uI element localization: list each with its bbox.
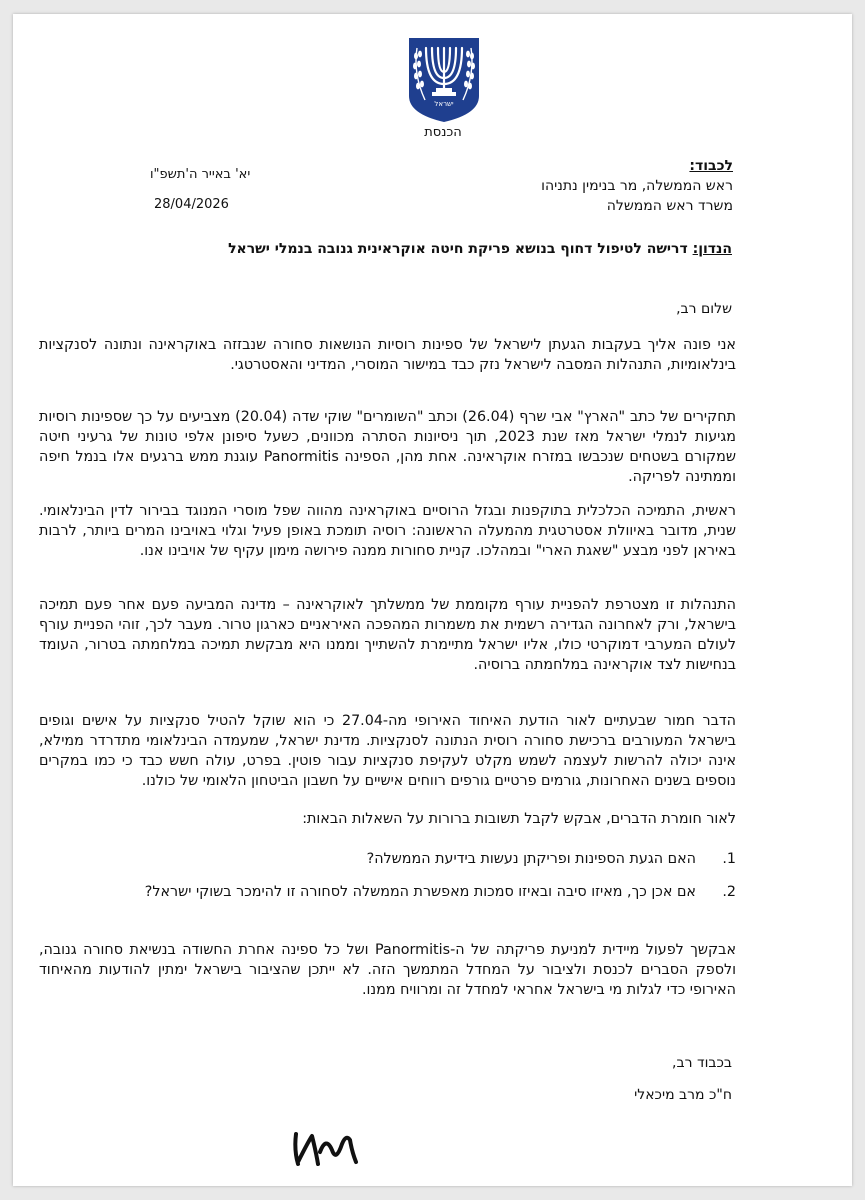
date-block (150, 160, 310, 220)
letter-page (13, 14, 852, 1186)
handwritten-signature-icon (286, 1122, 366, 1172)
question-text: האם הגעת הספינות ופריקתן נעשות בידיעת הממשלה? (366, 851, 696, 867)
signoff-block (532, 1047, 732, 1111)
paragraph-2: תחקירים של כתב "הארץ" אבי שרף (26.04) וכתב "השומרים" שוקי שדה (20.04) מצביעים על כך שספינות רוסיות מגיעות לנמלי ישראל מאז שנת 2023, תוך ניסיונות הסתרה מכוונים, כשעל סיפונן אלפי טונות של גרעיני חיטה שמקורם בשטחים שנכבשו במזרח אוקראינה. אחת מהן, הספינה Panormitis עוגנת ממש ברגעים אלו בנמל חיפה וממתינה לפריקה. (39, 409, 736, 485)
recipient-line-2: משרד ראש הממשלה (606, 198, 733, 214)
hebrew-date: יא' באייר ה'תשפ"ו (150, 167, 251, 182)
question-text: אם אכן כך, מאיזו סיבה ובאיזו סמכות מאפשרת הממשלה לסחורה זו להימכר בשוקי ישראל? (144, 884, 696, 900)
signer-name: ח"כ מרב מיכאלי (634, 1087, 732, 1103)
menorah-emblem-icon (405, 34, 483, 124)
paragraph-6: לאור חומרת הדברים, אבקש לקבל תשובות ברורות על השאלות הבאות: (302, 811, 736, 827)
subject-label: הנדון: (692, 241, 732, 257)
paragraph-3: ראשית, התמיכה הכלכלית בתוקפנות ובגזל הרוסיים באוקראינה מהווה שפל מוסרי המנוגד בבירור לדין הבינלאומי. שנית, מדובר באיוולת אסטרטגית מהמעלה הראשונה: רוסיה תומכת באופן פעיל וגלוי באויבינו המרים ביותר, לרבות באיראן לפני מבצע "שאגת הארי" ובמהלכו. קניית סחורות ממנה פירושה מימון עקיף של אויבינו אנו. (39, 503, 736, 559)
question-number: 2. (722, 884, 736, 900)
subject-line (112, 241, 732, 257)
paragraph-5: הדבר חמור שבעתיים לאור הודעת האיחוד האירופי מה-27.04 כי הוא שוקל להטיל סנקציות על אישים וגופים בישראל המעורבים ברכישת סחורה רוסית הנתונה לסנקציות. מדינת ישראל, שמעמדה הבינלאומי מתדרדר ממילא, אינה יכולה להרשות לעצמה לשמש מקלט לעקיפת סנקציות עבור פוטין. בפרט, עולה חשש כבד כי כמו במקרים נוספים בשנים האחרונות, גורמים פרטיים גורפים רווחים אישיים על חשבון הביטחון הלאומי של כולנו. (39, 713, 736, 789)
regards-text: בכבוד רב, (672, 1055, 732, 1071)
institution-name: הכנסת (424, 125, 462, 140)
recipient-label: לכבוד: (689, 158, 733, 174)
greeting: שלום רב, (676, 301, 732, 317)
emblem-text: ישראל (434, 100, 454, 108)
question-item (39, 849, 736, 869)
closing-paragraph: אבקשך לפעול מיידית למניעת פריקתה של ה-Panormitis ושל כל ספינה אחרת החשודה בנשיאת סחורה גנובה, ולספק הסברים לכנסת ולציבור על המחדל המתמשך הזה. לא ייתכן שהציבור בישראל ימתין להודעות מהאיחוד האירופי כדי לגלות מי בישראל אחראי למחדל זה ומרוויח ממנו. (39, 942, 736, 998)
gregorian-date: 28/04/2026 (154, 197, 229, 212)
question-item (39, 882, 736, 902)
paragraph-1: אני פונה אליך בעקבות הגעתן לישראל של ספינות רוסיות הנושאות סחורה שנבזזה באוקראינה ונתונה לסנקציות בינלאומיות, התנהלות המסבה לישראל נזק כבד במישור המוסרי, המדיני והאסטרטגי. (39, 337, 736, 373)
question-number: 1. (722, 851, 736, 867)
paragraph-4: התנהלות זו מצטרפת להפניית עורף מקוממת של ממשלתך לאוקראינה – מדינה המביעה פעם אחר פעם תמיכה בישראל, ורק לאחרונה הגדירה רשמית את משמרות המהפכה האיראניים כארגון טרור. מעבר לכך, זוהי הפניית עורף לעולם המערבי דמוקרטי כולו, אליו ישראל מתיימרת להשתייך וממנו היא מבקשת תמיכה במלחמתה בטרור, העומד בנחישות לצד אוקראינה במלחמתה ברוסיה. (39, 597, 736, 673)
recipient-block (313, 156, 733, 216)
recipient-line-1: ראש הממשלה, מר בנימין נתניהו (541, 178, 733, 194)
subject-text: דרישה לטיפול דחוף בנושא פריקת חיטה אוקראינית גנובה בנמלי ישראל (228, 241, 693, 257)
